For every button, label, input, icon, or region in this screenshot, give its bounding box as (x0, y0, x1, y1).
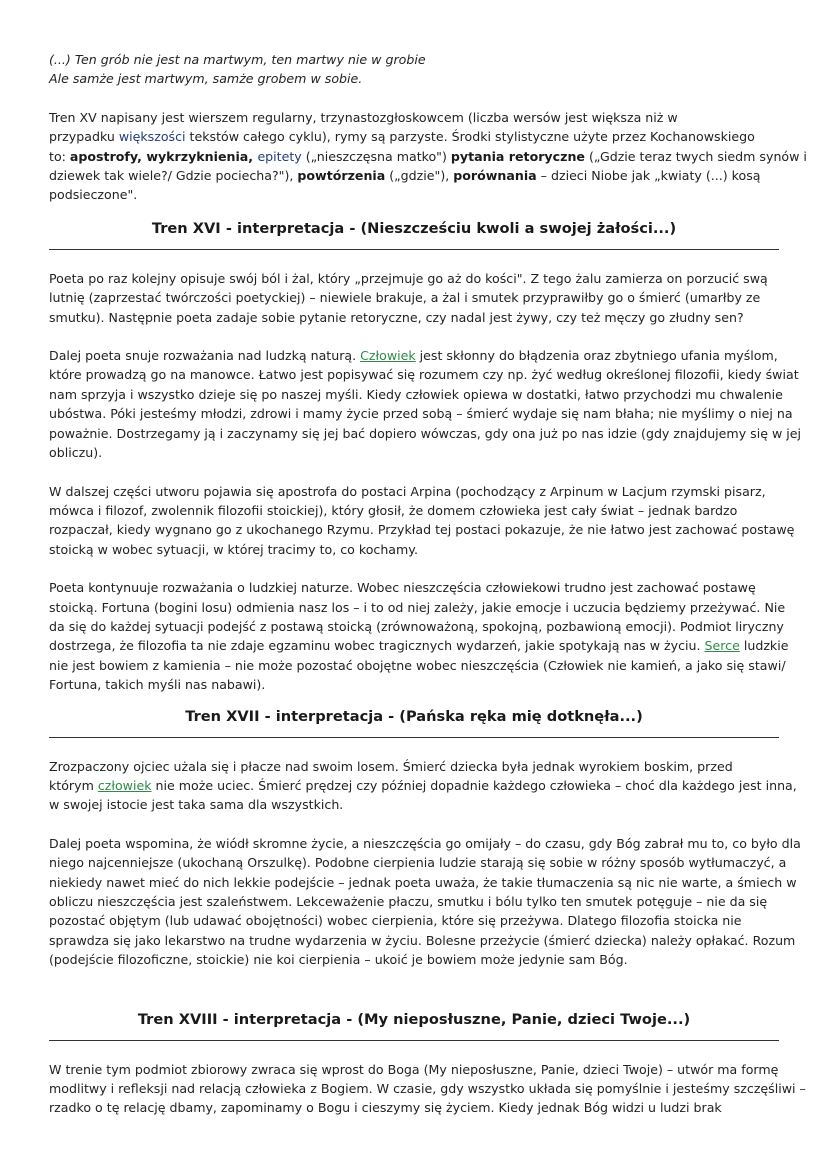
text-line: (podejście filozoficzne, stoickie) nie koi cierpienia – ukoić je bowiem może jedynie sam Bóg. (49, 952, 628, 968)
document-page (49, 50, 807, 1137)
link-wiekszosci[interactable]: większości (118, 129, 186, 145)
tren16-paragraph-3 (49, 482, 795, 560)
text-line: w swojej istocie jest taka sama dla wszystkich. (49, 797, 344, 813)
heading-text: Tren XVI - interpretacja - (Nieszcześciu kwoli a swojej żałości...) (151, 219, 677, 237)
text-line: Zrozpaczony ojciec użala się i płacze nad swoim losem. Śmierć dziecka była jednak wyrokiem boskim, przed (49, 758, 733, 774)
text-line: da się do każdej sytuacji podejść z postawą stoicką (zrównoważoną, spokojną, pozbawioną emocji). Podmiot liryczny (49, 618, 784, 634)
text-line: W trenie tym podmiot zbiorowy zwraca się wprost do Boga (My nieposłuszne, Panie, dzieci Twoje) – utwór ma formę (49, 1061, 779, 1077)
text-line: Poeta po raz kolejny opisuje swój ból i żal, który „przejmuje go aż do kości". Z tego żalu zamierza on porzucić swą (49, 270, 768, 286)
text-line: mówca i filozof, zwolennik filozofii stoickiej), który głosił, że domem człowieka jest cały świat – jednak bardzo (49, 502, 738, 518)
text-line: niego najcenniejsze (ukochaną Orszulkę). Podobne cierpienia ludzie starają się sobie w różny sposób wytłumaczyć, a (49, 855, 787, 871)
tren18-paragraph-1 (49, 1060, 806, 1118)
text-line: przypadku większości tekstów całego cyklu), rymy są parzyste. Środki stylistyczne użyte przez Kochanowskiego (49, 129, 755, 145)
quote-line: (...) Ten grób nie jest na martwym, ten martwy nie w grobie (49, 52, 426, 67)
text-line: dostrzega, że filozofia ta nie zdaje egzaminu wobec tragicznych wydarzeń, jakie spotykają nas w życiu. Serce ludzkie (49, 638, 789, 654)
text-line: rzadko o tę relację dbamy, zapominamy o Bogu i cieszymy się życiem. Kiedy jednak Bóg widzi u ludzi brak (49, 1100, 722, 1116)
text-line: obliczu nieszczęścia jest szaleństwem. Lekceważenie płaczu, smutku i bólu tylko ten smutek potęguje – nie da się (49, 894, 768, 909)
text-line: Dalej poeta snuje rozważania nad ludzką naturą. Człowiek jest skłonny do błądzenia oraz zbytniego ufania myślom, (49, 348, 778, 364)
link-serce[interactable]: Serce (704, 638, 740, 654)
text-line: nie jest bowiem z kamienia – nie może pozostać obojętne wobec nieszczęścia (Człowiek nie kamień, a jako się stawi/ (49, 657, 786, 673)
text-line: Poeta kontynuuje rozważania o ludzkiej naturze. Wobec nieszczęścia człowiekowi trudno jest zachować postawę (49, 580, 756, 596)
tren17-paragraph-2 (49, 834, 801, 970)
section-heading-tren17 (49, 707, 779, 738)
link-czlowiek-2[interactable]: człowiek (97, 777, 152, 793)
text-line: smutku). Następnie poeta zadaje sobie pytanie retoryczne, czy nadal jest żywy, czy też męczy go złudny sen? (49, 309, 744, 325)
text-line: nam sprzyja i wszystko dzieje się po naszej myśli. Kiedy człowiek opiewa w dostatki, łatwo przychodzi mu chwalenie (49, 386, 783, 402)
text-line: obliczu). (49, 445, 103, 461)
text-line: ubóstwa. Póki jesteśmy młodzi, zdrowi i mamy życie przed sobą – śmierć wydaje się nam błaha; nie myślimy o niej na (49, 406, 793, 422)
text-line: lutnię (zaprzestać twórczości poetyckiej) – niewiele brakuje, a żal i smutek przyprawiłby go o śmierć (umarłby ze (49, 290, 761, 306)
text-line: niekiedy nawet mieć do nich lekkie podejście – jednak poeta uważa, że takie tłumaczenia są nic nie warte, a śmiech w (49, 874, 797, 890)
heading-text: Tren XVII - interpretacja - (Pańska ręka mię dotknęła...) (185, 707, 643, 725)
text-line: sprawdza się jako lekarstwo na trudne wydarzenia w życiu. Bolesne przeżycie (śmierć dziecka) należy opłakać. Rozum (49, 932, 796, 948)
text-line: stoicką. Fortuna (bogini losu) odmienia nasz los – i to od niej zależy, jakie emocje i uczucia będziemy przeżywać. Nie (49, 599, 786, 615)
text-line: Fortuna, takich myśli nas nabawi). (49, 677, 266, 693)
tren16-paragraph-1 (49, 269, 779, 327)
heading-text: Tren XVIII - interpretacja - (My nieposłuszne, Panie, dzieci Twoje...) (137, 1010, 691, 1028)
text-line: stoicką w wobec sytuacji, w której tracimy to, co kochamy. (49, 541, 418, 557)
text-line: pozostać objętym (lub udawać obojętności) wobec cierpienia, które się przeżywa. Dlatego filozofia stoicka nie (49, 913, 742, 929)
quote-line: Ale samże jest martwym, samże grobem w sobie. (49, 71, 363, 87)
text-line: Dalej poeta wspomina, że wiódł skromne życie, a nieszczęścia go omijały – do czasu, gdy Bóg zabrał mu to, co było dla (49, 835, 801, 851)
text-line: dziewek tak wiele?/ Gdzie pociecha?"), powtórzenia („gdzie"), porównania – dzieci Niobe jak „kwiaty (...) kosą (49, 168, 761, 184)
text-line: które prowadzą go na manowce. Łatwo jest popisywać się rozumem czy np. żyć według określonej filozofii, kiedy świat (49, 367, 799, 383)
link-czlowiek[interactable]: Człowiek (360, 348, 416, 364)
link-epitety[interactable]: epitety (257, 148, 302, 164)
tren15-paragraph (49, 108, 807, 205)
text-line: którym człowiek nie może uciec. Śmierć prędzej czy później dopadnie każdego człowieka – choć dla każdego jest inna, (49, 777, 797, 793)
tren16-paragraph-4 (49, 578, 789, 694)
text-line: poważnie. Dostrzegamy ją i zaczynamy się jej bać dopiero wówczas, gdy ona już po nas idzie (gdy znajdujemy się w jej (49, 425, 802, 441)
text-line: Tren XV napisany jest wierszem regularny, trzynastozgłoskowcem (liczba wersów jest większa niż w (49, 109, 678, 125)
text-line: modlitwy i refleksji nad relacją człowieka z Bogiem. W czasie, gdy wszystko układa się pomyślnie i jesteśmy szczęśliwi – (49, 1081, 806, 1097)
text-line: W dalszej części utworu pojawia się apostrofa do postaci Arpina (pochodzący z Arpinum w Lacjum rzymski pisarz, (49, 483, 766, 499)
tren16-paragraph-2 (49, 346, 802, 462)
text-line: rozpaczał, kiedy wygnano go z ukochanego Rzymu. Przykład tej postaci pokazuje, że nie łatwo jest zachować postawę (49, 522, 795, 538)
text-line: to: apostrofy, wykrzyknienia, epitety („nieszczęsna matko") pytania retoryczne („Gdzie teraz twych siedm synów i (49, 148, 807, 164)
section-heading-tren18 (49, 1010, 779, 1041)
tren17-paragraph-1 (49, 757, 797, 815)
section-heading-tren16 (49, 219, 779, 250)
intro-quote (49, 50, 779, 89)
text-line: podsieczone". (49, 187, 138, 203)
